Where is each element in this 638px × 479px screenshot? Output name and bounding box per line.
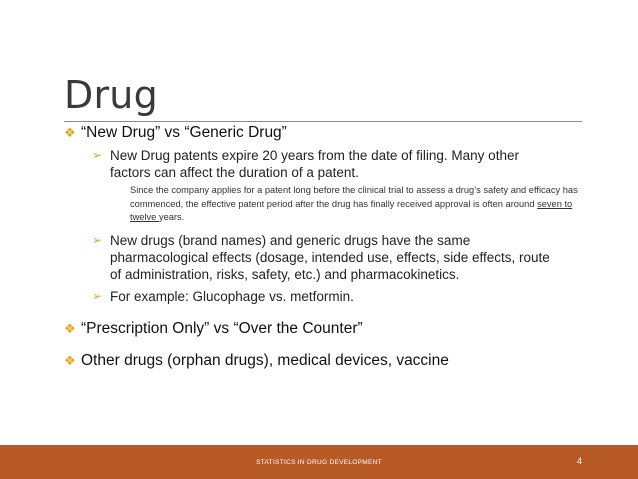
patent-note-end: years. [158,212,185,222]
bullet-text: “New Drug” vs “Generic Drug” [81,124,287,141]
sub-bullet-text: New drugs (brand names) and generic drugs have the same pharmacological effects (dosage, intended use, effects, side effects, route of administration, risks, safety, etc.) and pharmacokinetics. [110,233,550,282]
sub-bullet-patent-expiry [92,147,562,181]
patent-note-link: seven to twelve [130,198,573,222]
sub-bullet-text: New Drug patents expire 20 years from the date of filing. Many other factors can affect the duration of a patent. [110,148,519,180]
bullet-new-vs-generic [64,124,287,142]
footer-bar [0,445,638,479]
diamond-bullet-icon: ❖ [64,321,76,336]
arrow-bullet-icon: ➢ [92,148,103,162]
bullet-other-drugs [64,352,449,370]
slide-title: Drug [64,73,158,117]
page-number: 4 [576,456,582,466]
diamond-bullet-icon: ❖ [64,353,76,368]
sub-bullet-same-effects [92,232,562,283]
sub-bullet-example [92,288,562,305]
title-divider [64,121,582,122]
arrow-bullet-icon: ➢ [92,233,103,247]
footer-text: STATISTICS IN DRUG DEVELOPMENT [256,459,382,466]
bullet-prescription-vs-otc [64,320,363,338]
sub-bullet-text: For example: Glucophage vs. metformin. [110,289,354,304]
patent-note-text: Since the company applies for a patent long before the clinical trial to assess a drug’s safety and efficacy has commenced, the effective patent period after the drug has finally received approval is often around [130,185,578,209]
bullet-text: “Prescription Only” vs “Over the Counter” [81,320,363,337]
patent-note [130,184,580,225]
diamond-bullet-icon: ❖ [64,125,76,140]
arrow-bullet-icon: ➢ [92,289,103,303]
bullet-text: Other drugs (orphan drugs), medical devices, vaccine [81,352,449,369]
